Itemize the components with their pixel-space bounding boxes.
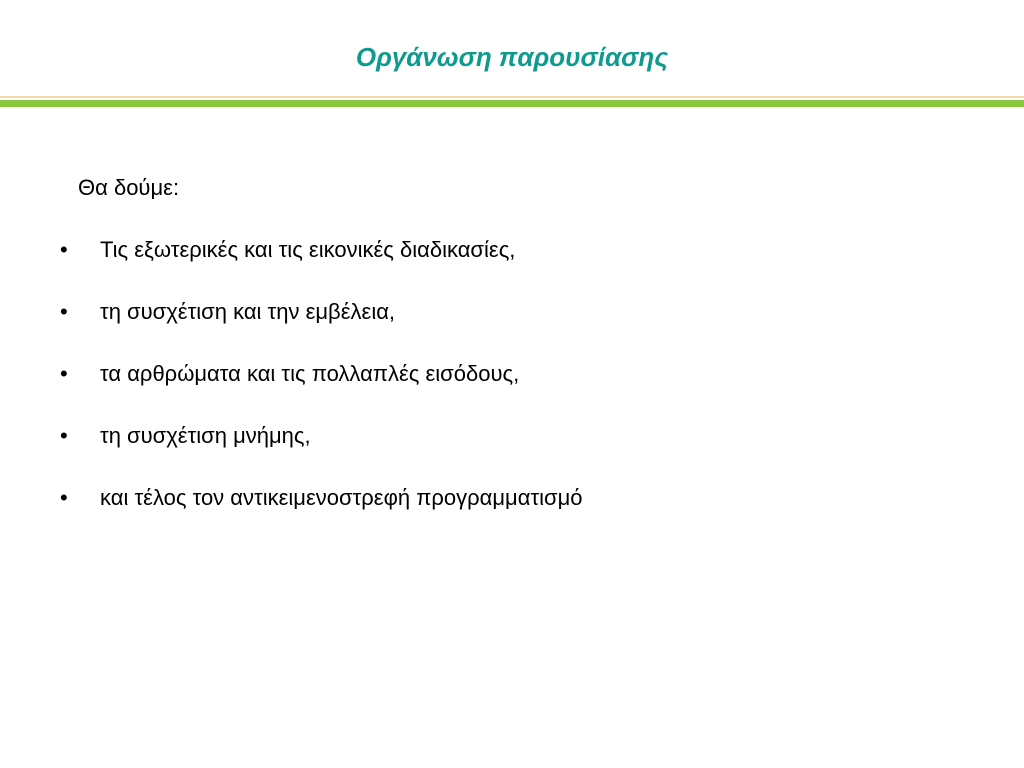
bullet-text: τη συσχέτιση μνήμης, — [100, 423, 311, 448]
title-divider-thick — [0, 100, 1024, 107]
bullet-text: Τις εξωτερικές και τις εικονικές διαδικασίες, — [100, 237, 516, 262]
bullet-icon: • — [60, 485, 68, 510]
bullet-icon: • — [60, 423, 68, 448]
bullet-icon: • — [60, 299, 68, 324]
bullet-icon: • — [60, 361, 68, 386]
slide-title: Οργάνωση παρουσίασης — [355, 42, 669, 72]
bullet-text: τα αρθρώματα και τις πολλαπλές εισόδους, — [100, 361, 520, 386]
intro-text: Θα δούμε: — [78, 175, 180, 200]
bullet-text: τη συσχέτιση και την εμβέλεια, — [100, 299, 396, 324]
bullet-icon: • — [60, 237, 68, 262]
bullet-text: και τέλος τον αντικειμενοστρεφή προγραμματισμό — [100, 485, 583, 510]
title-divider-thin — [0, 96, 1024, 98]
